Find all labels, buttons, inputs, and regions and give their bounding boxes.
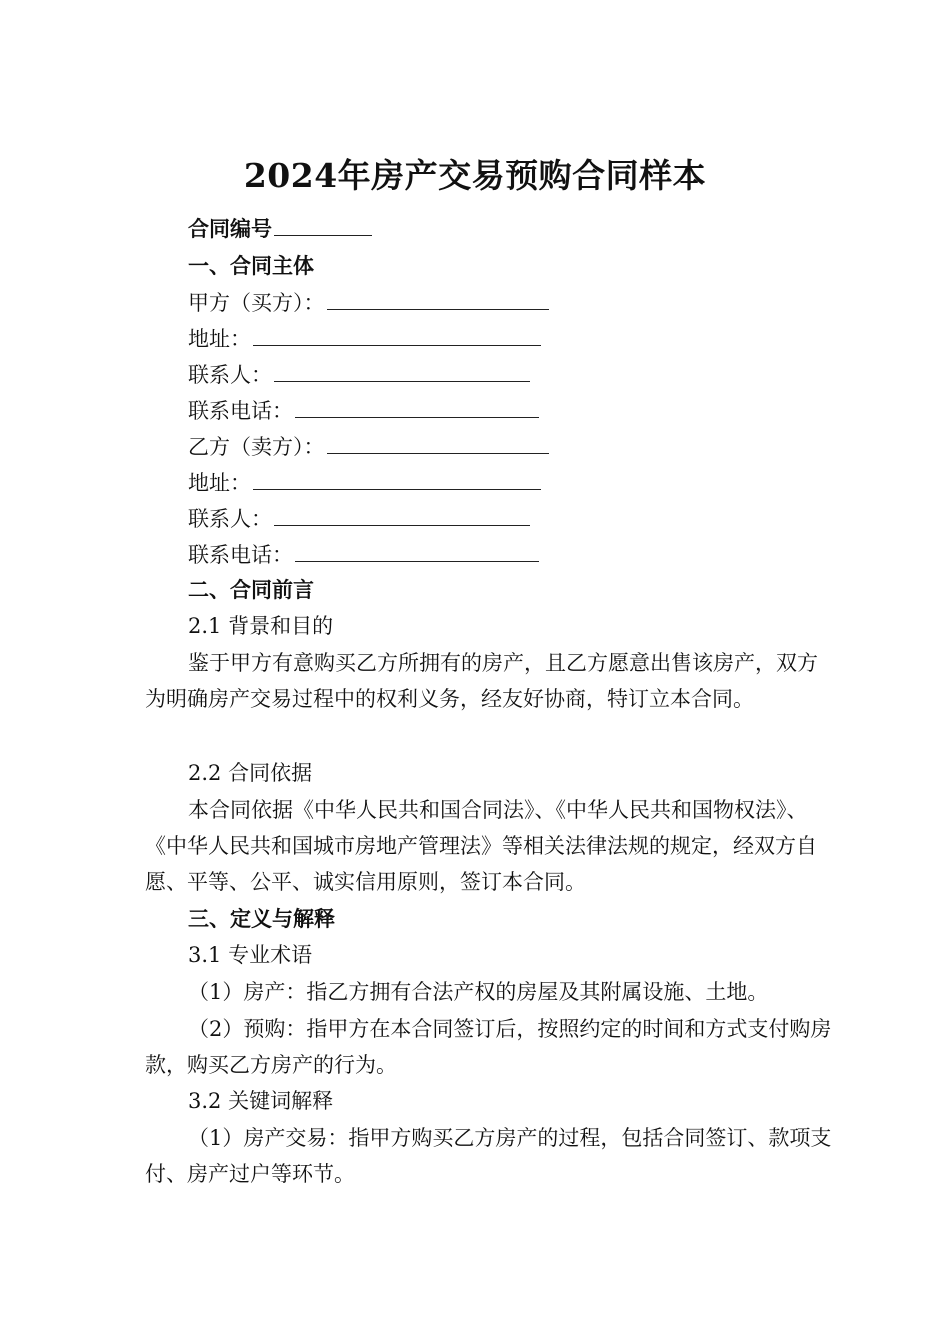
- party-a-contact-blank[interactable]: [274, 359, 530, 382]
- party-a-contact-row: [188, 359, 530, 390]
- party-b-contact-blank[interactable]: [274, 503, 530, 526]
- contract-number-label: 合同编号: [188, 216, 272, 241]
- party-b-row: [188, 431, 549, 462]
- document-title: 2024年房产交易预购合同样本: [243, 156, 707, 195]
- party-a-phone-row: [188, 395, 539, 426]
- party-b-phone-blank[interactable]: [295, 539, 539, 562]
- section-2-2-heading: 2.2 合同依据: [188, 761, 313, 785]
- party-b-blank[interactable]: [327, 431, 549, 454]
- party-a-phone-blank[interactable]: [295, 395, 539, 418]
- party-b-label: 乙方（卖方）：: [188, 435, 325, 459]
- party-a-blank[interactable]: [327, 287, 549, 310]
- party-b-contact-row: [188, 503, 530, 534]
- party-b-contact-label: 联系人：: [188, 507, 272, 531]
- party-a-address-row: [188, 323, 541, 354]
- party-b-phone-row: [188, 539, 539, 570]
- section-2-heading: 二、合同前言: [188, 577, 314, 602]
- section-3-2-heading: 3.2 关键词解释: [188, 1089, 334, 1113]
- party-a-row: [188, 287, 549, 318]
- section-2-2-text: 本合同依据《中华人民共和国合同法》、《中华人民共和国物权法》、《中华人民共和国城市房地产管理法》等相关法律法规的规定，经双方自愿、平等、公平、诚实信用原则，签订本合同。: [145, 798, 817, 894]
- party-a-address-label: 地址：: [188, 327, 251, 351]
- party-a-label: 甲方（买方）：: [188, 291, 325, 315]
- party-a-address-blank[interactable]: [253, 323, 541, 346]
- section-1-heading: 一、合同主体: [188, 253, 314, 278]
- party-b-address-label: 地址：: [188, 471, 251, 495]
- party-b-phone-label: 联系电话：: [188, 543, 293, 567]
- section-2-1-text: 鉴于甲方有意购买乙方所拥有的房产，且乙方愿意出售该房产，双方为明确房产交易过程中的权利义务，经友好协商，特订立本合同。: [145, 651, 818, 711]
- party-b-address-row: [188, 467, 541, 498]
- contract-number-blank[interactable]: [274, 213, 372, 236]
- section-3-1-heading: 3.1 专业术语: [188, 943, 313, 967]
- party-b-address-blank[interactable]: [253, 467, 541, 490]
- term-2-text: （2）预购：指甲方在本合同签订后，按照约定的时间和方式支付购房款，购买乙方房产的行为。: [145, 1017, 832, 1077]
- contract-number-row: [188, 213, 372, 244]
- keyword-1-text: （1）房产交易：指甲方购买乙方房产的过程，包括合同签订、款项支付、房产过户等环节。: [145, 1126, 832, 1186]
- section-2-1-heading: 2.1 背景和目的: [188, 614, 334, 638]
- section-3-heading: 三、定义与解释: [188, 906, 335, 931]
- party-a-contact-label: 联系人：: [188, 363, 272, 387]
- party-a-phone-label: 联系电话：: [188, 399, 293, 423]
- term-1-text: （1）房产：指乙方拥有合法产权的房屋及其附属设施、土地。: [188, 980, 769, 1004]
